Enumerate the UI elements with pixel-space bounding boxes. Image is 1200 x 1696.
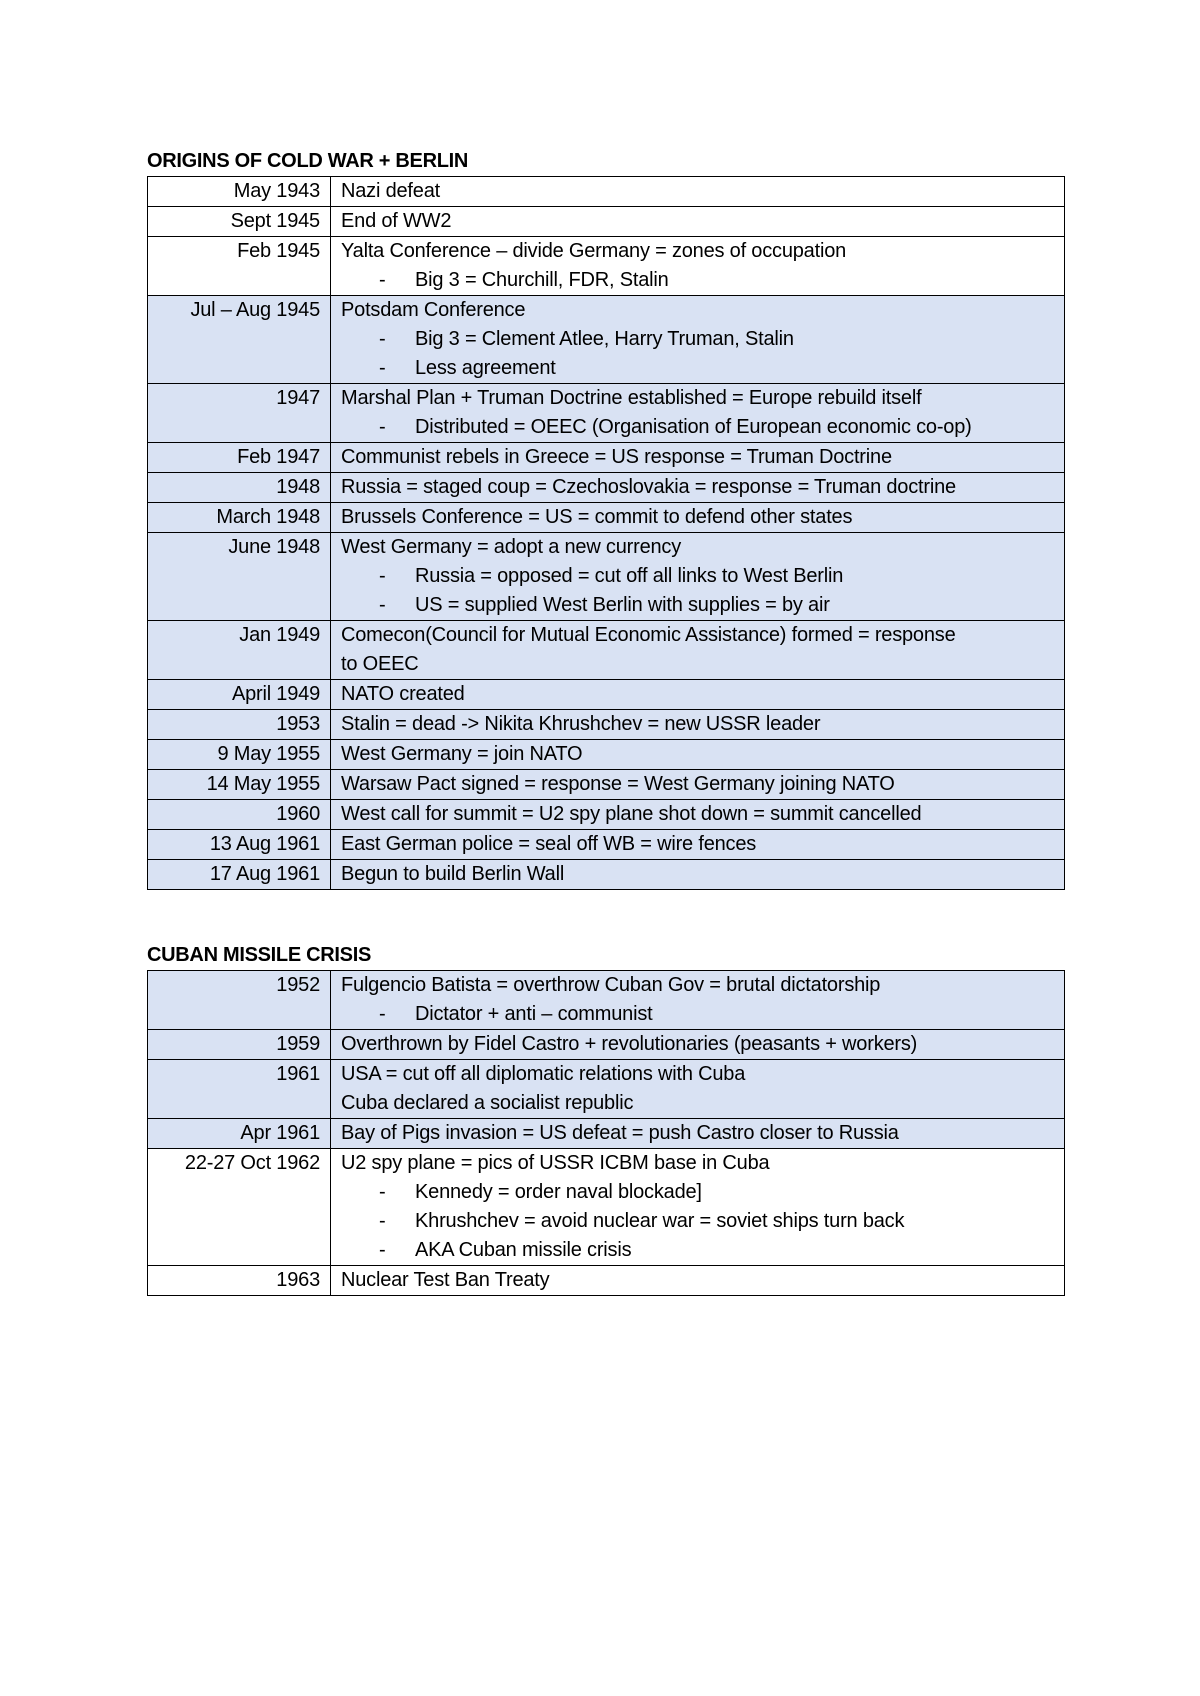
timeline-row bbox=[148, 384, 1065, 443]
event-date: 1953 bbox=[148, 710, 331, 740]
timeline-table-cold-war bbox=[147, 176, 1065, 890]
event-text: Warsaw Pact signed = response = West Germany joining NATO bbox=[341, 773, 895, 795]
bullet-point bbox=[341, 325, 1056, 354]
event-date: 1959 bbox=[148, 1030, 331, 1060]
bullet-text: Khrushchev = avoid nuclear war = soviet ships turn back bbox=[415, 1210, 905, 1232]
bullet-point bbox=[341, 1207, 1056, 1236]
event-description bbox=[331, 1149, 1065, 1266]
event-description bbox=[331, 384, 1065, 443]
timeline-row bbox=[148, 971, 1065, 1030]
timeline-row bbox=[148, 296, 1065, 384]
bullet-point bbox=[341, 354, 1056, 383]
event-date: Apr 1961 bbox=[148, 1119, 331, 1149]
event-text: Communist rebels in Greece = US response = Truman Doctrine bbox=[341, 446, 892, 468]
bullet-dash: - bbox=[379, 357, 386, 379]
event-description bbox=[331, 177, 1065, 207]
event-description bbox=[331, 503, 1065, 533]
bullet-text: Russia = opposed = cut off all links to West Berlin bbox=[415, 565, 844, 587]
event-date: June 1948 bbox=[148, 533, 331, 621]
event-text: USA = cut off all diplomatic relations with Cuba bbox=[341, 1063, 746, 1085]
event-date: 17 Aug 1961 bbox=[148, 860, 331, 890]
bullet-point bbox=[341, 1236, 1056, 1265]
event-date: Jul – Aug 1945 bbox=[148, 296, 331, 384]
event-description bbox=[331, 207, 1065, 237]
bullet-text: AKA Cuban missile crisis bbox=[415, 1239, 632, 1261]
bullet-text: Big 3 = Clement Atlee, Harry Truman, Stalin bbox=[415, 328, 794, 350]
event-text: End of WW2 bbox=[341, 210, 452, 232]
event-description bbox=[331, 1119, 1065, 1149]
bullet-dash: - bbox=[379, 269, 386, 291]
event-description bbox=[331, 296, 1065, 384]
event-description bbox=[331, 621, 1065, 680]
timeline-row bbox=[148, 680, 1065, 710]
event-text: Nuclear Test Ban Treaty bbox=[341, 1269, 550, 1291]
event-text: Overthrown by Fidel Castro + revolutionaries (peasants + workers) bbox=[341, 1033, 918, 1055]
event-text: Bay of Pigs invasion = US defeat = push Castro closer to Russia bbox=[341, 1122, 899, 1144]
timeline-row bbox=[148, 177, 1065, 207]
timeline-row bbox=[148, 207, 1065, 237]
bullet-dash: - bbox=[379, 416, 386, 438]
event-text: Begun to build Berlin Wall bbox=[341, 863, 565, 885]
timeline-row bbox=[148, 830, 1065, 860]
event-date: 1948 bbox=[148, 473, 331, 503]
bullet-dash: - bbox=[379, 328, 386, 350]
timeline-row bbox=[148, 621, 1065, 680]
event-text: West Germany = adopt a new currency bbox=[341, 536, 682, 558]
timeline-row bbox=[148, 740, 1065, 770]
event-date: 1963 bbox=[148, 1266, 331, 1296]
bullet-point bbox=[341, 562, 1056, 591]
event-description bbox=[331, 770, 1065, 800]
event-date: Feb 1945 bbox=[148, 237, 331, 296]
timeline-row bbox=[148, 1149, 1065, 1266]
bullet-text: Less agreement bbox=[415, 357, 556, 379]
bullet-dash: - bbox=[379, 1003, 386, 1025]
event-description bbox=[331, 860, 1065, 890]
event-date: 13 Aug 1961 bbox=[148, 830, 331, 860]
event-date: 14 May 1955 bbox=[148, 770, 331, 800]
event-text: West call for summit = U2 spy plane shot down = summit cancelled bbox=[341, 803, 922, 825]
event-text: East German police = seal off WB = wire fences bbox=[341, 833, 757, 855]
event-date: Sept 1945 bbox=[148, 207, 331, 237]
event-date: 22-27 Oct 1962 bbox=[148, 1149, 331, 1266]
event-text: NATO created bbox=[341, 683, 465, 705]
bullet-text: Distributed = OEEC (Organisation of European economic co-op) bbox=[415, 416, 972, 438]
bullet-text: Big 3 = Churchill, FDR, Stalin bbox=[415, 269, 669, 291]
event-text: West Germany = join NATO bbox=[341, 743, 583, 765]
bullet-text: Kennedy = order naval blockade] bbox=[415, 1181, 702, 1203]
bullet-point bbox=[341, 413, 1056, 442]
event-date: May 1943 bbox=[148, 177, 331, 207]
event-text: to OEEC bbox=[341, 653, 419, 675]
event-date: 9 May 1955 bbox=[148, 740, 331, 770]
timeline-row bbox=[148, 1119, 1065, 1149]
bullet-dash: - bbox=[379, 1210, 386, 1232]
event-date: 1961 bbox=[148, 1060, 331, 1119]
event-date: 1947 bbox=[148, 384, 331, 443]
event-description bbox=[331, 800, 1065, 830]
event-description bbox=[331, 740, 1065, 770]
event-text: U2 spy plane = pics of USSR ICBM base in Cuba bbox=[341, 1152, 770, 1174]
timeline-row bbox=[148, 1030, 1065, 1060]
event-text: Russia = staged coup = Czechoslovakia = response = Truman doctrine bbox=[341, 476, 956, 498]
bullet-dash: - bbox=[379, 1181, 386, 1203]
timeline-row bbox=[148, 237, 1065, 296]
event-description bbox=[331, 443, 1065, 473]
event-date: April 1949 bbox=[148, 680, 331, 710]
bullet-point bbox=[341, 591, 1056, 620]
bullet-point bbox=[341, 266, 1056, 295]
event-text: Marshal Plan + Truman Doctrine established = Europe rebuild itself bbox=[341, 387, 922, 409]
event-description bbox=[331, 680, 1065, 710]
event-date: Feb 1947 bbox=[148, 443, 331, 473]
bullet-text: Dictator + anti – communist bbox=[415, 1003, 653, 1025]
event-description bbox=[331, 830, 1065, 860]
timeline-row bbox=[148, 443, 1065, 473]
timeline-row bbox=[148, 533, 1065, 621]
section-title-cold-war: ORIGINS OF COLD WAR + BERLIN bbox=[147, 150, 469, 172]
section-title-cuban-missile-crisis: CUBAN MISSILE CRISIS bbox=[147, 944, 372, 966]
event-text: Comecon(Council for Mutual Economic Assistance) formed = response bbox=[341, 624, 956, 646]
event-text: Nazi defeat bbox=[341, 180, 440, 202]
event-description bbox=[331, 1060, 1065, 1119]
bullet-dash: - bbox=[379, 565, 386, 587]
event-description bbox=[331, 710, 1065, 740]
timeline-row bbox=[148, 860, 1065, 890]
event-text: Stalin = dead -> Nikita Khrushchev = new USSR leader bbox=[341, 713, 821, 735]
timeline-row bbox=[148, 1060, 1065, 1119]
event-date: 1952 bbox=[148, 971, 331, 1030]
timeline-row bbox=[148, 710, 1065, 740]
event-date: 1960 bbox=[148, 800, 331, 830]
event-description bbox=[331, 1266, 1065, 1296]
event-description bbox=[331, 237, 1065, 296]
bullet-dash: - bbox=[379, 594, 386, 616]
event-text: Cuba declared a socialist republic bbox=[341, 1092, 634, 1114]
event-text: Fulgencio Batista = overthrow Cuban Gov = brutal dictatorship bbox=[341, 974, 881, 996]
bullet-dash: - bbox=[379, 1239, 386, 1261]
bullet-point bbox=[341, 1178, 1056, 1207]
timeline-row bbox=[148, 503, 1065, 533]
event-text: Potsdam Conference bbox=[341, 299, 526, 321]
event-text: Brussels Conference = US = commit to defend other states bbox=[341, 506, 853, 528]
timeline-row bbox=[148, 770, 1065, 800]
timeline-table-cuban-missile-crisis bbox=[147, 970, 1065, 1296]
timeline-row bbox=[148, 1266, 1065, 1296]
event-description bbox=[331, 971, 1065, 1030]
event-description bbox=[331, 473, 1065, 503]
bullet-text: US = supplied West Berlin with supplies = by air bbox=[415, 594, 830, 616]
event-description bbox=[331, 533, 1065, 621]
timeline-row bbox=[148, 800, 1065, 830]
event-text: Yalta Conference – divide Germany = zones of occupation bbox=[341, 240, 847, 262]
event-date: Jan 1949 bbox=[148, 621, 331, 680]
timeline-row bbox=[148, 473, 1065, 503]
event-date: March 1948 bbox=[148, 503, 331, 533]
event-description bbox=[331, 1030, 1065, 1060]
bullet-point bbox=[341, 1000, 1056, 1029]
